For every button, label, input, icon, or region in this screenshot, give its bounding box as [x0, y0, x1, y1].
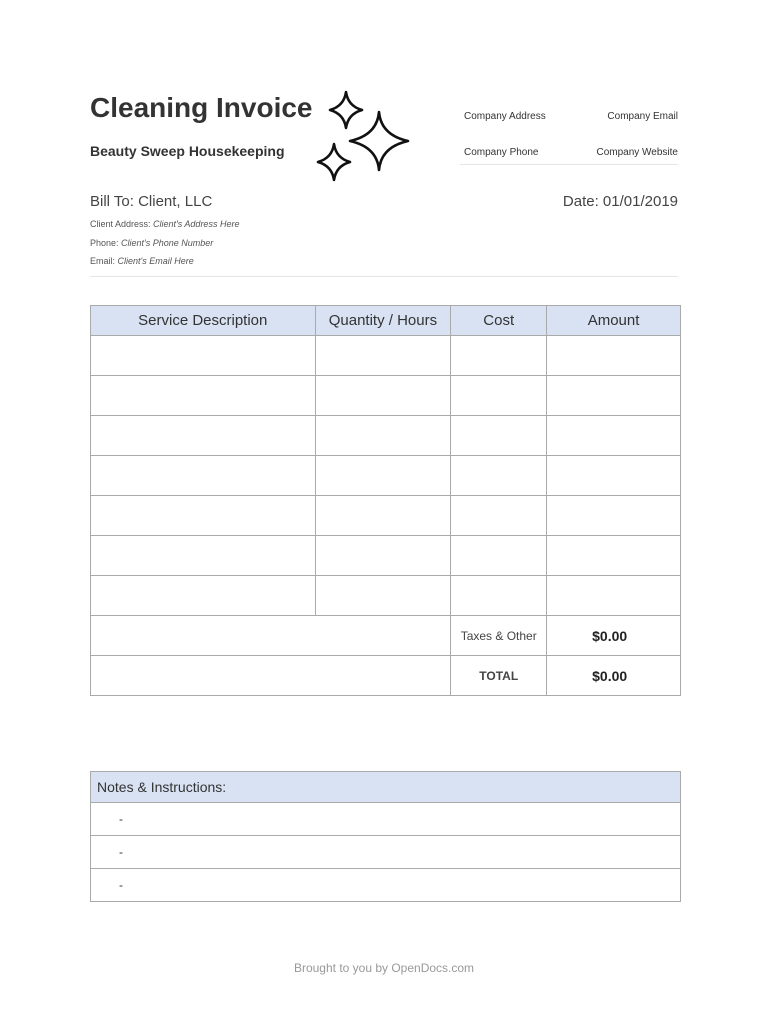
quantity-cell[interactable]: [315, 456, 451, 496]
table-row: [91, 416, 681, 456]
company-name: Beauty Sweep Housekeeping: [90, 143, 285, 159]
sparkles-icon: [316, 90, 412, 182]
services-header-row: [91, 306, 681, 336]
total-label: TOTAL: [451, 656, 547, 696]
total-blank-cell: [91, 656, 451, 696]
amount-cell[interactable]: [547, 496, 681, 536]
amount-cell[interactable]: [547, 416, 681, 456]
invoice-date: Date: 01/01/2019: [562, 193, 678, 210]
footer-credit: Brought to you by OpenDocs.com: [293, 961, 475, 975]
quantity-cell[interactable]: [315, 376, 451, 416]
company-email: Company Email: [607, 111, 678, 122]
note-item[interactable]: -: [91, 803, 681, 836]
sparkle-small-top: [330, 92, 362, 128]
quantity-cell[interactable]: [315, 416, 451, 456]
cost-cell[interactable]: [451, 536, 547, 576]
invoice-title: Cleaning Invoice: [90, 92, 313, 123]
col-quantity-hours: Quantity / Hours: [315, 306, 451, 336]
taxes-value: $0.00: [547, 616, 681, 656]
list-item: [91, 803, 681, 836]
note-item[interactable]: -: [91, 836, 681, 869]
client-phone: [90, 238, 213, 248]
client-address-label: Client Address:: [90, 219, 154, 229]
notes-table: [90, 771, 681, 902]
company-phone: Company Phone: [464, 147, 539, 158]
client-address: [90, 219, 239, 229]
cost-cell[interactable]: [451, 496, 547, 536]
table-row: [91, 376, 681, 416]
service-cell[interactable]: [91, 336, 316, 376]
service-cell[interactable]: [91, 536, 316, 576]
amount-cell[interactable]: [547, 336, 681, 376]
service-cell[interactable]: [91, 376, 316, 416]
client-email-value: Client's Email Here: [117, 256, 194, 266]
client-email-label: Email:: [90, 256, 118, 266]
notes-header-row: [91, 772, 681, 803]
list-item: [91, 869, 681, 902]
company-website: Company Website: [596, 147, 678, 158]
cost-cell[interactable]: [451, 416, 547, 456]
client-phone-label: Phone:: [90, 238, 122, 248]
taxes-label: Taxes & Other: [451, 616, 547, 656]
service-cell[interactable]: [91, 576, 316, 616]
services-table: [90, 305, 681, 696]
total-value: $0.00: [547, 656, 681, 696]
sparkle-large: [350, 112, 408, 170]
cost-cell[interactable]: [451, 576, 547, 616]
client-email: [90, 256, 194, 266]
amount-cell[interactable]: [547, 536, 681, 576]
taxes-row: [91, 616, 681, 656]
note-item[interactable]: -: [91, 869, 681, 902]
service-cell[interactable]: [91, 496, 316, 536]
list-item: [91, 836, 681, 869]
bill-divider: [90, 276, 678, 277]
header-divider: [460, 164, 678, 165]
quantity-cell[interactable]: [315, 576, 451, 616]
client-address-value: Client's Address Here: [153, 219, 240, 229]
table-row: [91, 536, 681, 576]
taxes-blank-cell: [91, 616, 451, 656]
col-service-description: Service Description: [91, 306, 316, 336]
cost-cell[interactable]: [451, 336, 547, 376]
col-amount: Amount: [547, 306, 681, 336]
amount-cell[interactable]: [547, 576, 681, 616]
company-address: Company Address: [464, 111, 546, 122]
notes-heading: Notes & Instructions:: [91, 772, 681, 803]
quantity-cell[interactable]: [315, 336, 451, 376]
col-cost: Cost: [451, 306, 547, 336]
table-row: [91, 456, 681, 496]
client-phone-value: Client's Phone Number: [121, 238, 214, 248]
bill-to: Bill To: Client, LLC: [90, 193, 213, 210]
table-row: [91, 496, 681, 536]
amount-cell[interactable]: [547, 376, 681, 416]
table-row: [91, 336, 681, 376]
cost-cell[interactable]: [451, 376, 547, 416]
service-cell[interactable]: [91, 456, 316, 496]
table-row: [91, 576, 681, 616]
quantity-cell[interactable]: [315, 536, 451, 576]
amount-cell[interactable]: [547, 456, 681, 496]
total-row: [91, 656, 681, 696]
sparkle-small-bottom: [318, 144, 350, 180]
service-cell[interactable]: [91, 416, 316, 456]
cost-cell[interactable]: [451, 456, 547, 496]
quantity-cell[interactable]: [315, 496, 451, 536]
